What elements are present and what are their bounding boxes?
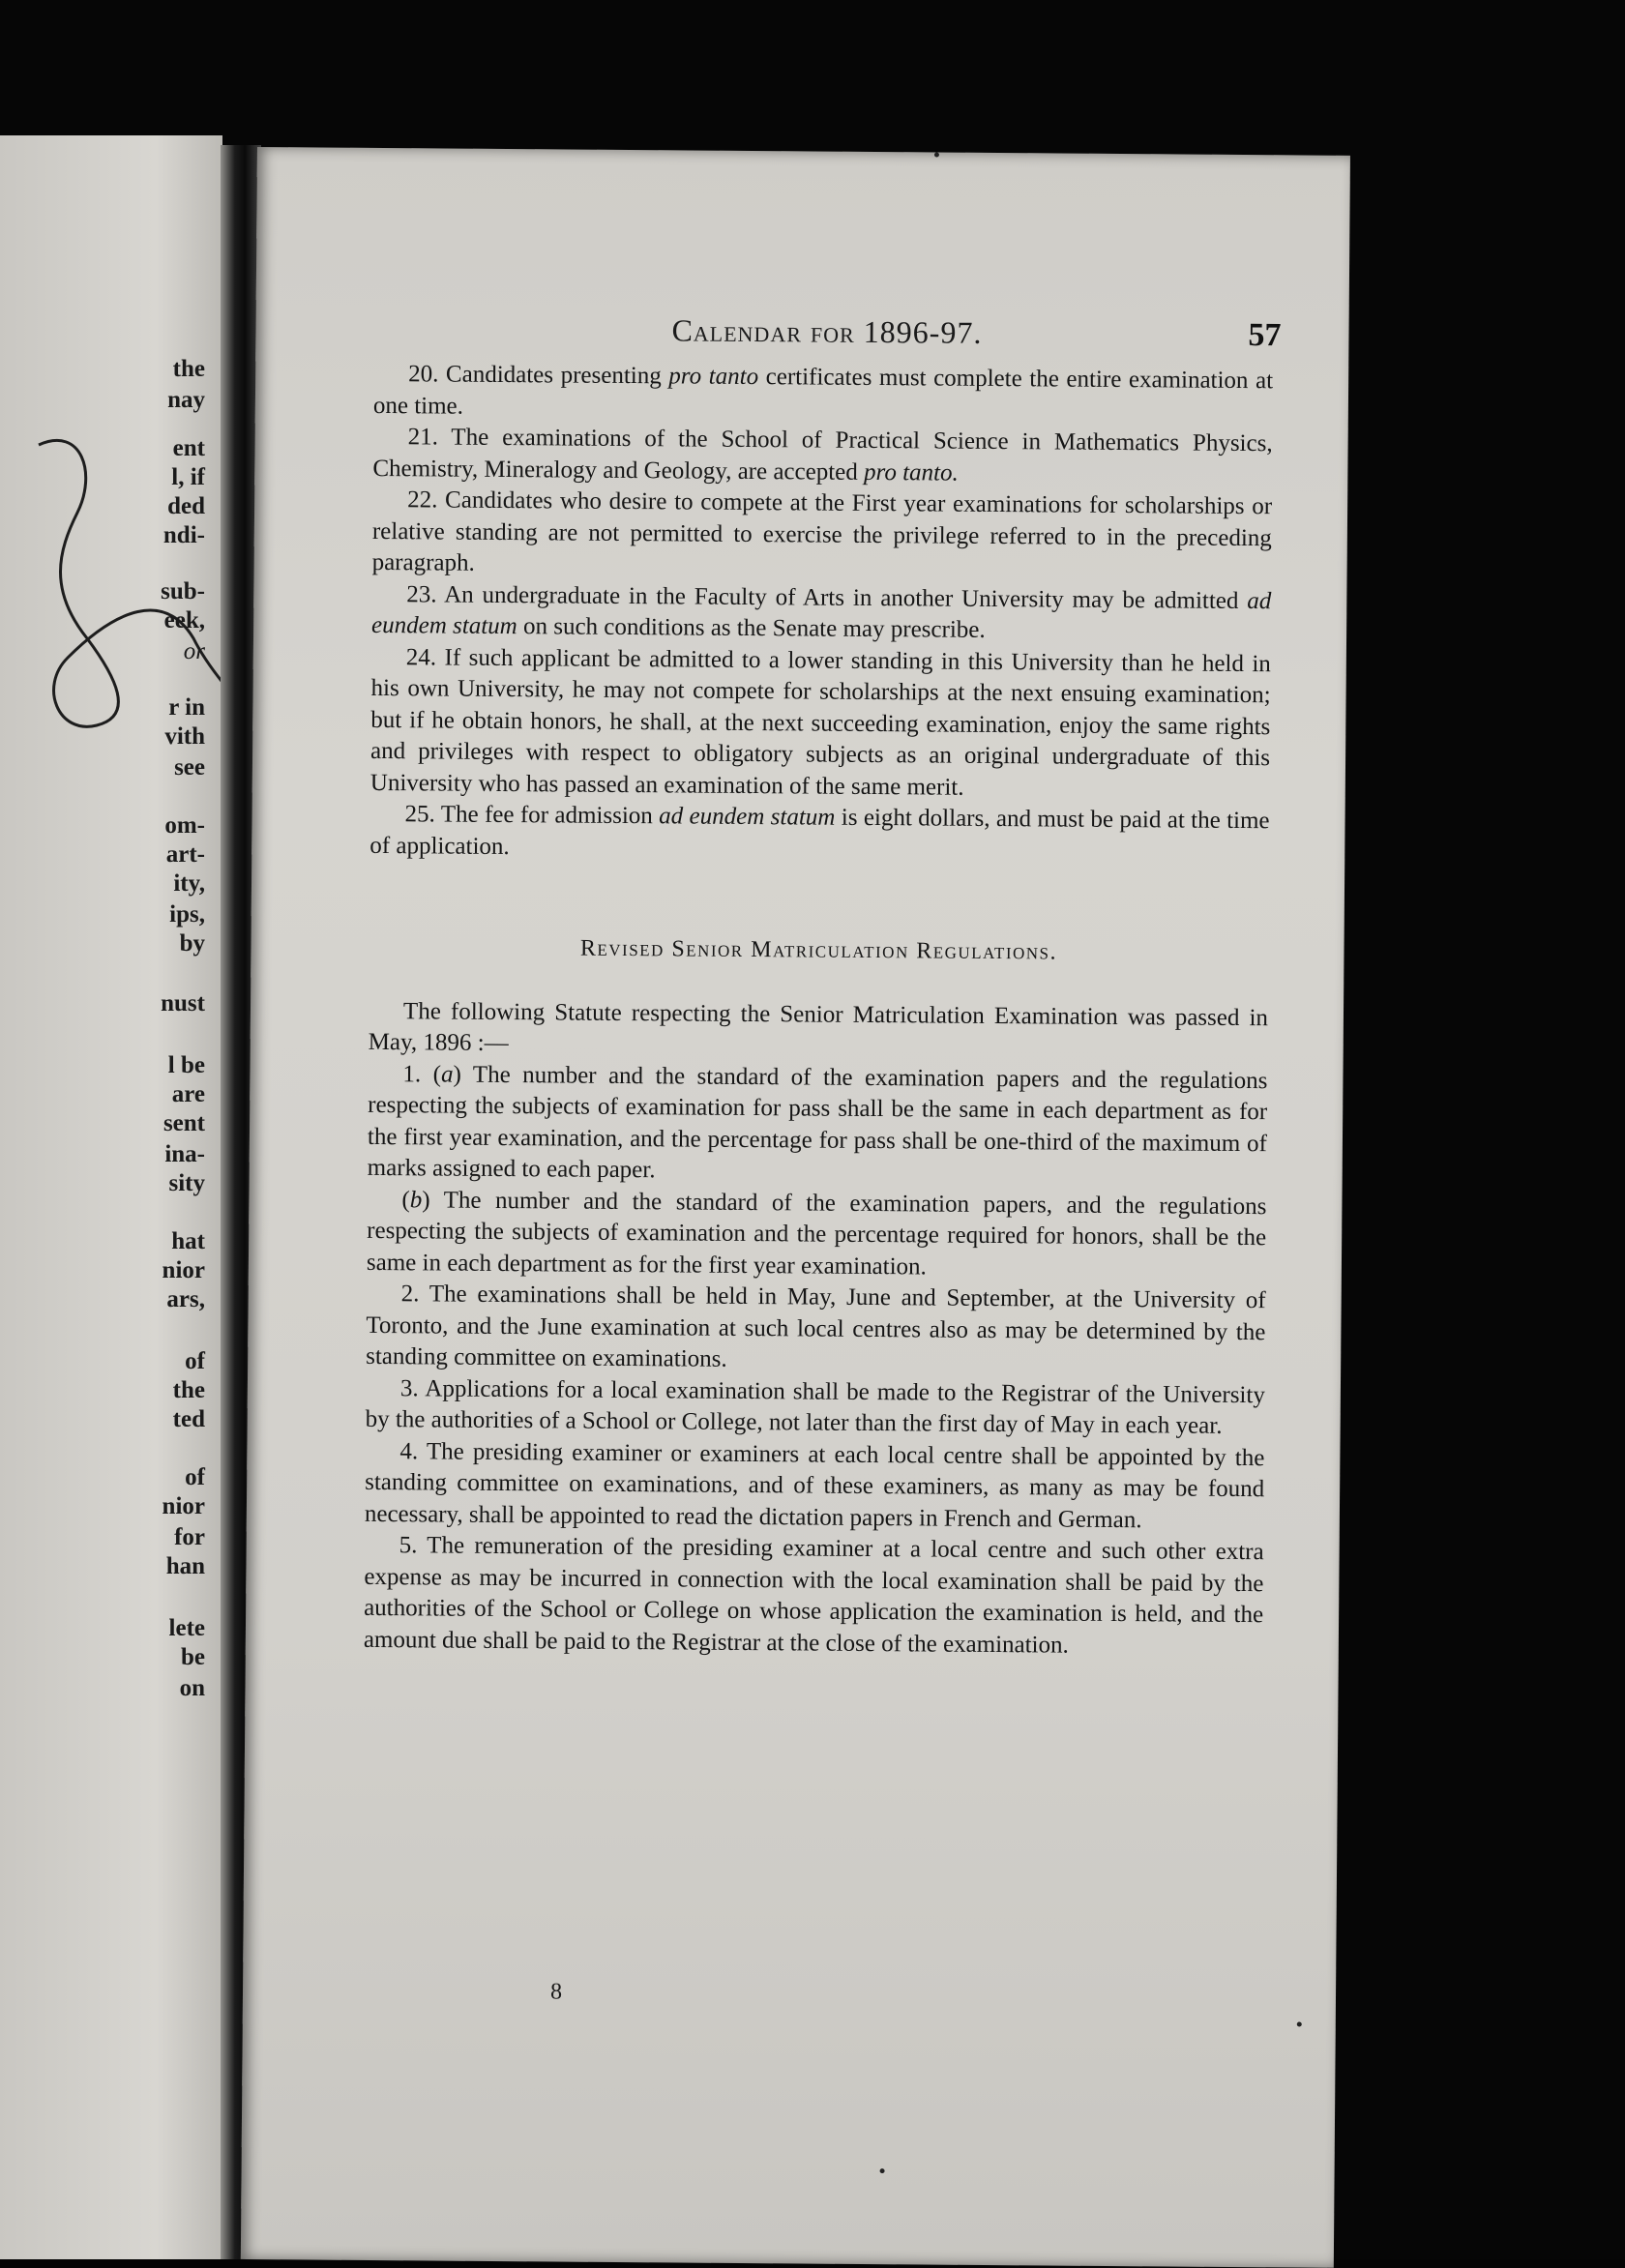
left-page-fragment-text: eek,	[163, 607, 205, 633]
left-page-fragment-text: ent	[172, 435, 205, 461]
left-page-fragment-text: of	[185, 1348, 205, 1374]
running-title: Calendar for 1896-97.	[671, 312, 983, 350]
left-page-fragment-text: vith	[164, 723, 205, 750]
text-run: 22. Candidates who desire to compete at the First year examinations for scholarships or relative standing are not permitted to exercise the privilege referred to in the preceding paragraph.	[371, 486, 1273, 576]
regulations-list	[369, 359, 1273, 869]
speck	[1297, 2022, 1302, 2027]
left-page-fragment-text: art-	[165, 841, 205, 868]
left-page-fragment-text: be	[181, 1644, 205, 1670]
text-run: 24. If such applicant be admitted to a lower standing in this University than he held in his own University, he may not compete for scholarships at the next ensuing examination; but if he obtain honors, he shall, at the next succeeding examination, enjoy the same rights and privileges with respect to obligatory subjects as an original undergraduate of this University who has passed an examination of the same merit.	[369, 643, 1271, 801]
speck	[880, 2168, 885, 2173]
left-page-fragment-text: lete	[168, 1615, 205, 1641]
text-run: is eight dollars, and must be paid at the time of application.	[369, 804, 1270, 860]
left-page-fragment-text: are	[171, 1081, 205, 1107]
page-number: 57	[1248, 317, 1282, 354]
paragraph	[365, 1435, 1265, 1537]
left-page-fragment-text: on	[179, 1675, 205, 1701]
left-page-fragment-text: sent	[162, 1110, 205, 1136]
left-page-fragment-text: nust	[161, 990, 205, 1016]
left-page-fragment-text: sub-	[161, 578, 205, 604]
text-run: ) The number and the standard of the examination papers, and the regulations respecting the subjects of examination and the percentage required for honors, shall be the same in each department as for the first year examination.	[366, 1186, 1267, 1280]
paragraph	[372, 422, 1272, 491]
text-run: 23. An undergraduate in the Faculty of Arts in another University may be admitted	[406, 580, 1248, 614]
text-run: on such conditions as the Senate may prescribe.	[517, 613, 986, 643]
text-run: The following Statute respecting the Senior Matriculation Examination was passed in May, 1896 :—	[368, 997, 1269, 1057]
italic-run: pro tanto.	[863, 458, 959, 486]
speck	[934, 152, 939, 157]
left-page-fragment-text: of	[185, 1464, 205, 1490]
paragraph	[370, 641, 1271, 806]
left-page-fragment-text: ted	[172, 1406, 205, 1432]
paragraph	[371, 578, 1271, 648]
left-page-fragment-text: han	[165, 1553, 205, 1579]
left-page-fragment-text: see	[174, 754, 205, 781]
left-page-fragment-text: or	[183, 638, 205, 664]
text-run: 3. Applications for a local examination shall be made to the Registrar of the University by the authorities of a School or College, not later than the first day of May in each year.	[365, 1374, 1266, 1439]
paragraph	[366, 1279, 1266, 1380]
italic-run: b	[409, 1186, 423, 1213]
left-page-fragment-text: ars,	[166, 1286, 205, 1312]
text-run: 5. The remuneration of the presiding examiner at a local centre and such other extra expense as may be incurred in connection with the local examination shall be paid by the authorities of the School or College on whose application the examination is held, and the amount due shall be paid to the Registrar at the close of the examination.	[363, 1532, 1264, 1659]
text-run: 1. (	[402, 1060, 442, 1088]
left-page-fragment-text: ity,	[173, 870, 205, 897]
italic-run: pro tanto	[668, 363, 759, 391]
text-run: certificates must complete the entire examination at one time.	[372, 364, 1274, 420]
text-run: 20. Candidates presenting	[408, 361, 669, 390]
left-page-fragment-text: by	[179, 930, 205, 957]
text-run: 21. The examinations of the School of Practical Science in Mathematics Physics, Chemistry, Mineralogy and Geology, are accepted	[372, 424, 1273, 486]
left-page-fragment-text: nior	[162, 1493, 205, 1519]
section-heading: Revised Senior Matriculation Regulations.	[579, 935, 1058, 965]
left-page-fragment-text: nior	[162, 1257, 205, 1283]
left-page-fragment	[0, 135, 222, 2259]
left-page-fragment-text: ndi-	[162, 522, 205, 548]
left-page-fragment-text: l be	[167, 1052, 205, 1078]
paragraph	[369, 799, 1269, 869]
text-run: ) The number and the standard of the examination papers and the regulations respecting the subjects of examination for pass shall be the same in each department as for the first year examination, and the percentage for pass shall be one-third of the maximum of marks assigned to each paper.	[367, 1061, 1268, 1184]
left-page-fragment-text: ded	[167, 493, 205, 519]
paragraph	[369, 995, 1268, 1065]
paragraph	[366, 1372, 1265, 1442]
text-run: 25. The fee for admission	[404, 801, 660, 830]
running-header	[255, 309, 1281, 360]
body-text	[364, 359, 1274, 1663]
book-page	[241, 147, 1350, 2268]
text-run: (	[401, 1186, 410, 1213]
statute-list	[364, 995, 1268, 1663]
left-page-fragment-text: nay	[167, 387, 205, 413]
italic-run: a	[440, 1061, 454, 1088]
left-page-fragment-text: ina-	[164, 1141, 205, 1167]
text-run: 2. The examinations shall be held in May, June and September, at the University of Toronto, and the June examination at such local centres also as may be determined by the standing committee on examinations.	[366, 1281, 1266, 1372]
left-page-fragment-text: the	[172, 356, 205, 382]
text-run: 4. The presiding examiner or examiners at each local centre shall be appointed by the standing committee on examinations, and of these examiners, as many as may be found necessary, shall be appointed to read the dictation papers in French and German.	[364, 1437, 1265, 1533]
left-page-fragment-text: ips,	[169, 901, 205, 928]
left-page-fragment-text: l, if	[171, 464, 205, 490]
paragraph	[364, 1530, 1264, 1663]
paragraph	[373, 359, 1273, 428]
italic-run: ad eundem statum	[371, 587, 1272, 640]
left-page-fragment-text: the	[172, 1377, 205, 1403]
signature-mark: 8	[549, 1979, 563, 2005]
left-page-fragment-text: sity	[168, 1170, 205, 1196]
left-page-fragment-text: hat	[171, 1228, 205, 1254]
left-page-fragment-text: r in	[168, 694, 205, 721]
left-page-fragment-text: for	[174, 1524, 205, 1550]
left-page-fragment-text: om-	[164, 812, 205, 839]
italic-run: ad eundem statum	[659, 803, 836, 831]
paragraph	[371, 485, 1272, 586]
paragraph	[368, 1058, 1268, 1191]
paragraph	[367, 1184, 1267, 1285]
